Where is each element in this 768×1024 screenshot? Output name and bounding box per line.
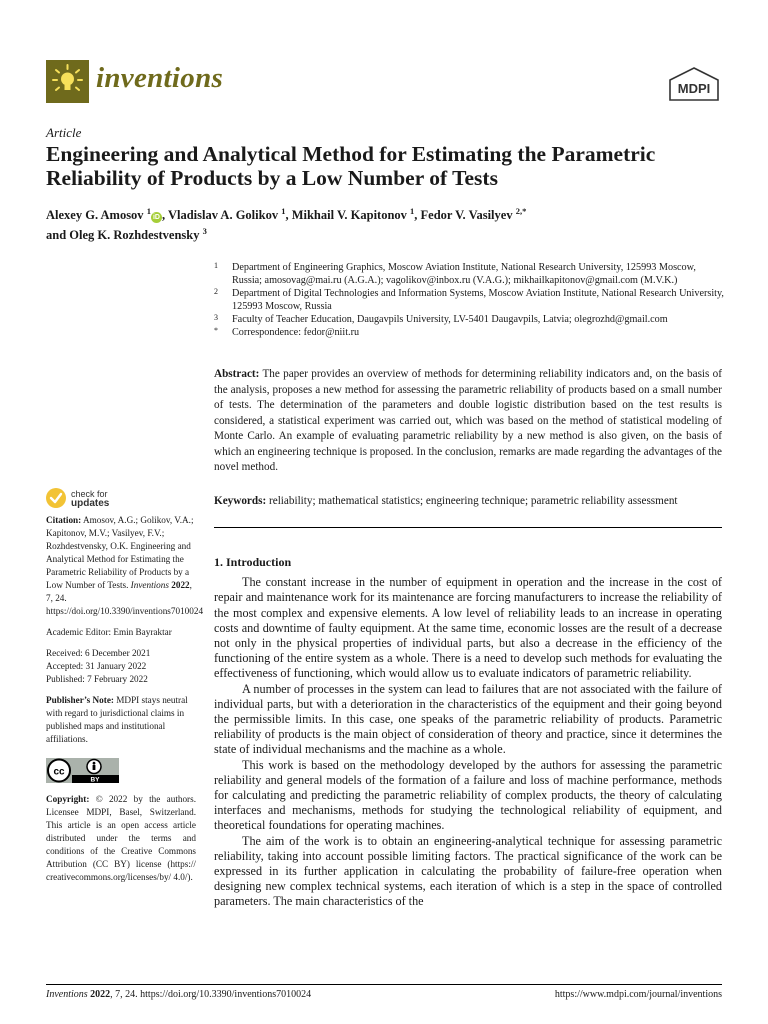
sidebar (46, 486, 204, 892)
paragraph: The aim of the work is to obtain an engineering-analytical technique for assessing parametric reliability, taking into account possible limiting factors. The practical significance of the work can be expressed in its further application in calculating the probability of failure-free operation when designing new complex technical systems, each iteration of which is a step in the space of controlled parameters. The main characteristics of the (214, 833, 722, 909)
citation-doi-link[interactable]: https://doi.org/10.3390/inventions7010024 (46, 606, 204, 616)
abstract-label: Abstract: (214, 368, 260, 380)
abstract (214, 367, 722, 476)
footer-doi[interactable]: , 7, 24. https://doi.org/10.3390/inventions7010024 (110, 989, 312, 1000)
svg-text:cc: cc (53, 766, 65, 778)
academic-editor: Academic Editor: Emin Bayraktar (46, 627, 172, 637)
affiliation-text: Department of Digital Technologies and Information Systems, Moscow Aviation Institute, National Research University, 125993 Moscow, Russia (232, 288, 724, 312)
citation-journal: Inventions (130, 580, 169, 590)
citation (46, 514, 204, 618)
affiliation-number: 3 (214, 313, 218, 322)
publisher-note-text: MDPI stays neutral with regard to jurisdictional claims in published maps and institutional affiliations. (46, 695, 188, 744)
affiliation-text: Department of Engineering Graphics, Moscow Aviation Institute, National Research University, 125993 Moscow, Russia; amosovag@mai.ru (A.G.A.); vagolikov@inbox.ru (V.A.G.); mikhailkapitonov@gmail.com (M.V.K.) (232, 262, 696, 286)
affiliation-text: Faculty of Teacher Education, Daugavpils University, LV-5401 Daugavpils, Latvia; olegrozhd@gmail.com (232, 314, 668, 325)
affiliation-number: 2 (214, 287, 218, 296)
updates-label: updates (71, 498, 110, 509)
check-label: check for (71, 489, 108, 499)
paragraph: This work is based on the methodology developed by the authors for assessing the parametric reliability and general models of the formation of a failure and loss of machine performance, methods for calculating and predicting the parametric reliability of complex products, the theory of calculating interfaces and mechanisms, methods for studying the technological reliability of equipment, and theoretical foundations for operating machines. (214, 757, 722, 833)
footer-journal-url[interactable]: https://www.mdpi.com/journal/inventions (554, 989, 722, 1000)
author-name[interactable]: Mikhail V. Kapitonov (291, 208, 407, 223)
citation-label: Citation: (46, 515, 82, 525)
journal-logo (46, 60, 89, 103)
affiliation-number: * (214, 326, 218, 335)
author-sup: 2,* (515, 206, 527, 216)
author-name[interactable]: Vladislav A. Golikov (167, 208, 279, 223)
footer-journal: Inventions (46, 989, 88, 1000)
checkmark-icon (46, 488, 66, 508)
author-name[interactable]: Fedor V. Vasilyev (420, 208, 513, 223)
citation-volume: , 7, 24. (46, 580, 192, 603)
keywords-label: Keywords: (214, 495, 267, 507)
mdpi-logo-text: MDPI (677, 81, 711, 96)
article-title: Engineering and Analytical Method for Estimating the Parametric Reliability of Products by a Low Number of Tests (46, 142, 656, 190)
abstract-text: The paper provides an overview of methods for determining reliability indicators and, on the basis of the analysis, proposes a new method for assessing the parametric reliability of products based on a small number of tests. The determination of the parameters and double logistic distribution based on the test results is considered, a statistical experiment was carried out, which was based on the method of statistical modeling of Monte Carlo. An example of evaluating parametric reliability by a new method is also given, on the basis of which an engineering technique is proposed. In the conclusion, remarks are made regarding the advantages of the novel method. (214, 368, 722, 473)
check-for-updates-button[interactable] (46, 486, 196, 514)
footer-divider (46, 984, 722, 985)
author-sup: 1 (410, 206, 415, 216)
citation-year: 2022 (171, 580, 190, 590)
cc-by-license-icon[interactable] (46, 758, 119, 783)
author-name[interactable]: Oleg K. Rozhdestvensky (69, 228, 200, 243)
footer-citation (46, 989, 311, 1000)
lightbulb-icon (46, 60, 89, 103)
published-date: Published: 7 February 2022 (46, 674, 148, 684)
received-date: Received: 6 December 2021 (46, 648, 151, 658)
copyright (46, 793, 196, 884)
journal-header (46, 60, 722, 104)
author-sup: 1 (281, 206, 286, 216)
keywords (214, 494, 722, 509)
author-sup: 1 (146, 206, 151, 216)
copyright-label: Copyright: (46, 794, 90, 804)
divider (214, 527, 722, 528)
affiliation (214, 261, 724, 287)
affiliation (214, 313, 724, 326)
orcid-icon[interactable]: iD (152, 214, 160, 222)
copyright-text: © 2022 by the authors. Licensee MDPI, Basel, Switzerland. This article is an open access article distributed under the terms and conditions of the Creative Commons Attribution (CC BY) license (https:// creativecommons.org/licenses/by/ 4.0/). (46, 794, 196, 882)
affiliation-text: Correspondence: fedor@niit.ru (232, 327, 360, 338)
author-name[interactable]: Alexey G. Amosov (46, 208, 144, 223)
affiliation (214, 287, 724, 313)
citation-text: Amosov, A.G.; Golikov, V.A.; Kapitonov, M.V.; Vasilyev, F.V.; Rozhdestvensky, O.K. Engineering and Analytical Method for Estimating the Parametric Reliability of Products by a Low Number of Tests. (46, 515, 194, 590)
accepted-date: Accepted: 31 January 2022 (46, 661, 147, 671)
publisher-note-label: Publisher’s Note: (46, 695, 114, 705)
main-body (214, 555, 722, 910)
mdpi-logo (666, 66, 722, 102)
author-sup: 3 (202, 226, 207, 237)
paragraph: A number of processes in the system can lead to failures that are not associated with the failure of individual parts, but with a deterioration in the characteristics of the equipment and their going beyond the permissible limits. In this case, one speaks of the parametric reliability of products. Parametric reliability of products is the main object of consideration of theory and practice, since it determines the state of individual mechanisms and the machine as a whole. (214, 681, 722, 757)
section-title: 1. Introduction (214, 555, 292, 569)
publisher-note (46, 694, 196, 746)
dates (46, 647, 196, 686)
cc-by-label: BY (90, 776, 100, 783)
correspondence (214, 326, 724, 339)
article-type: Article (46, 125, 82, 140)
affiliation-number: 1 (214, 261, 218, 270)
affiliations (214, 261, 724, 339)
footer-year: 2022 (90, 989, 111, 1000)
journal-name: inventions (96, 62, 224, 94)
keywords-text: reliability; mathematical statistics; engineering technique; parametric reliability assessment (269, 495, 678, 507)
paragraph: The constant increase in the number of equipment in operation and the increase in the cost of repair and maintenance work for its maintenance are forcing manufacturers to increase the reliability of the most complex and expensive elements. A low level of reliability leads to an increase in operating costs and downtime of faulty equipment. At the same time, economic losses are the result of a decrease not only in the physical properties of individual parts, but also a decrease in the efficiency of the functioning of the entire system as a whole. There is a need to develop such methods for evaluating the effectiveness of functioning, which would allow us to evaluate indicators of parametric reliability. (214, 575, 722, 681)
author-list: Alexey G. Amosov $^1$iD , Vladislav A. Golikov $^1$, Mikhail V. Kapitonov $^1$, Fedor V. Vasilyev $^{2,*}$ and Oleg K. Rozhdestvensky $^3$ (46, 206, 527, 243)
